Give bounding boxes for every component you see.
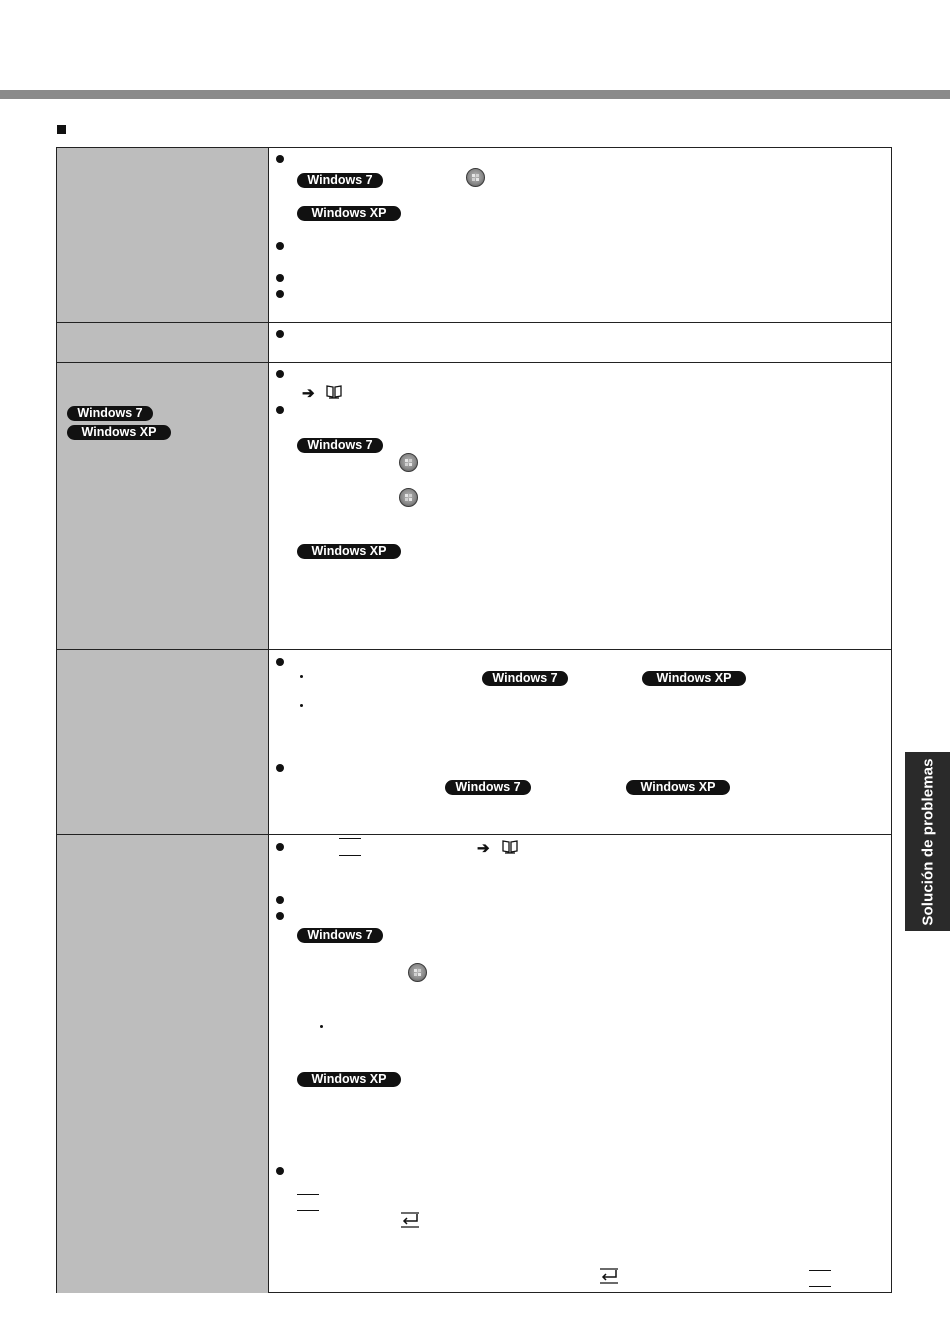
windows7-badge: Windows 7 xyxy=(297,173,383,188)
key-overline xyxy=(339,838,361,839)
bullet xyxy=(276,370,284,378)
troubleshooting-table xyxy=(56,147,892,1293)
bullet xyxy=(276,274,284,282)
key-underline xyxy=(297,1210,319,1211)
bullet xyxy=(276,1167,284,1175)
table-row xyxy=(57,148,891,323)
problem-cell xyxy=(57,363,269,649)
windows7-badge: Windows 7 xyxy=(297,438,383,453)
problem-cell xyxy=(57,148,269,322)
key-underline xyxy=(339,855,361,856)
header-divider-bar xyxy=(0,90,950,99)
section-side-tab xyxy=(905,752,950,931)
windows7-badge: Windows 7 xyxy=(297,928,383,943)
bullet xyxy=(276,896,284,904)
solution-cell xyxy=(269,363,891,649)
sub-bullet xyxy=(300,675,303,678)
reference-manual-icon xyxy=(501,839,519,855)
solution-cell xyxy=(269,148,891,322)
problem-cell xyxy=(57,323,269,362)
windows-start-icon xyxy=(408,963,427,982)
table-row xyxy=(57,835,891,1293)
enter-key-icon xyxy=(400,1212,420,1228)
table-row xyxy=(57,323,891,363)
table-row xyxy=(57,650,891,835)
windows-start-icon xyxy=(399,453,418,472)
windowsxp-badge: Windows XP xyxy=(642,671,746,686)
bullet xyxy=(276,764,284,772)
bullet xyxy=(276,330,284,338)
key-underline xyxy=(809,1286,831,1287)
bullet xyxy=(276,290,284,298)
key-overline xyxy=(297,1194,319,1195)
bullet xyxy=(276,658,284,666)
right-arrow-icon: ➔ xyxy=(477,840,490,857)
reference-manual-icon xyxy=(325,384,343,400)
windows7-badge: Windows 7 xyxy=(445,780,531,795)
solution-cell xyxy=(269,650,891,834)
right-arrow-icon: ➔ xyxy=(302,385,315,402)
bullet xyxy=(276,843,284,851)
windowsxp-badge: Windows XP xyxy=(297,1072,401,1087)
bullet xyxy=(276,155,284,163)
windowsxp-badge: Windows XP xyxy=(67,425,171,440)
bullet xyxy=(276,406,284,414)
windows7-badge: Windows 7 xyxy=(67,406,153,421)
side-tab-label: Solución de problemas xyxy=(919,757,936,926)
windows-start-icon xyxy=(399,488,418,507)
windows7-badge: Windows 7 xyxy=(482,671,568,686)
table-row xyxy=(57,363,891,650)
windows-start-icon xyxy=(466,168,485,187)
sub-bullet xyxy=(300,704,303,707)
windowsxp-badge: Windows XP xyxy=(297,206,401,221)
solution-cell xyxy=(269,835,891,1293)
sub-bullet xyxy=(320,1025,323,1028)
bullet xyxy=(276,912,284,920)
windowsxp-badge: Windows XP xyxy=(626,780,730,795)
problem-cell xyxy=(57,835,269,1293)
section-square-marker xyxy=(57,125,66,134)
enter-key-icon xyxy=(599,1268,619,1284)
problem-cell xyxy=(57,650,269,834)
key-overline xyxy=(809,1270,831,1271)
solution-cell xyxy=(269,323,891,362)
bullet xyxy=(276,242,284,250)
windowsxp-badge: Windows XP xyxy=(297,544,401,559)
